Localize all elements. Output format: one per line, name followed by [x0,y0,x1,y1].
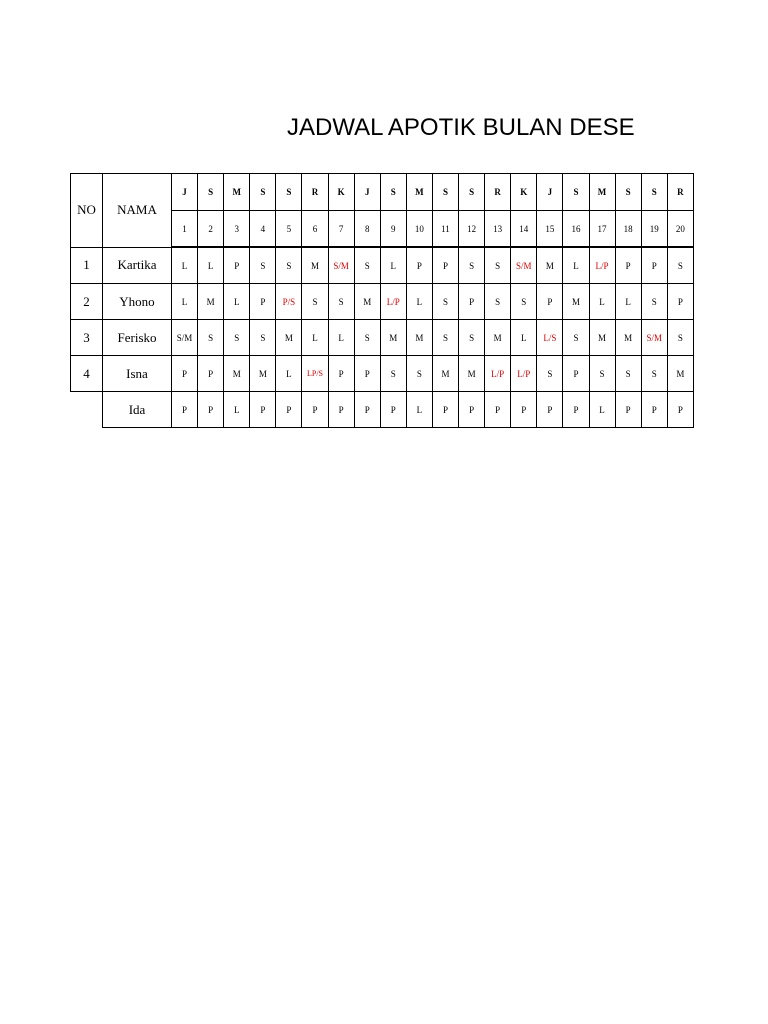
row-number: 4 [71,356,103,392]
shift-cell: S [432,320,458,356]
shift-cell: P [172,356,198,392]
shift-cell: S [615,356,641,392]
schedule-table [70,173,694,428]
shift-cell: S/M [328,247,354,284]
shift-cell: L [589,284,615,320]
shift-cell: L [406,392,432,428]
shift-cell: P [537,392,563,428]
row-name: Ida [103,392,172,428]
shift-cell: L [276,356,302,392]
shift-cell: P [615,392,641,428]
shift-cell: S [354,247,380,284]
shift-cell: P [250,284,276,320]
shift-cell: P [537,284,563,320]
date-header-cell: 11 [432,211,458,248]
shift-cell: S [224,320,250,356]
shift-cell: S [459,320,485,356]
shift-cell: S [589,356,615,392]
day-header-cell: M [224,174,250,211]
shift-cell: P [198,392,224,428]
shift-cell: P [563,356,589,392]
table-row [71,356,694,392]
shift-cell: S/M [641,320,667,356]
row-name: Isna [103,356,172,392]
row-name: Yhono [103,284,172,320]
shift-cell: M [406,320,432,356]
row-number: 1 [71,247,103,284]
shift-cell: L [224,392,250,428]
shift-cell: S [485,247,511,284]
row-number: 3 [71,320,103,356]
shift-cell: P [328,356,354,392]
shift-cell: P [328,392,354,428]
shift-cell: P [667,392,693,428]
table-row [71,320,694,356]
date-header-cell: 17 [589,211,615,248]
date-header-cell: 8 [354,211,380,248]
date-header-cell: 14 [511,211,537,248]
day-header-cell: S [380,174,406,211]
day-header-cell: S [276,174,302,211]
row-number [71,392,103,428]
day-header-cell: S [563,174,589,211]
shift-cell: L [563,247,589,284]
shift-cell: L [589,392,615,428]
shift-cell: P [432,392,458,428]
shift-cell: S [328,284,354,320]
shift-cell: S [511,284,537,320]
day-header-cell: S [459,174,485,211]
shift-cell: M [224,356,250,392]
shift-cell: S [380,356,406,392]
shift-cell: M [615,320,641,356]
shift-cell: P [380,392,406,428]
shift-cell: P [511,392,537,428]
shift-cell: S [641,284,667,320]
shift-cell: P [198,356,224,392]
date-header-cell: 3 [224,211,250,248]
shift-cell: S [354,320,380,356]
shift-cell: L/P [589,247,615,284]
shift-cell: P [615,247,641,284]
table-row [71,392,694,428]
shift-cell: S [406,356,432,392]
date-header-cell: 2 [198,211,224,248]
shift-cell: M [354,284,380,320]
date-header-cell: 18 [615,211,641,248]
shift-cell: P [224,247,250,284]
date-header-cell: 7 [328,211,354,248]
schedule-body [71,247,694,428]
row-number: 2 [71,284,103,320]
shift-cell: S [250,247,276,284]
day-header-cell: S [432,174,458,211]
shift-cell: P [459,284,485,320]
date-header-cell: 20 [667,211,693,248]
shift-cell: P [641,392,667,428]
shift-cell: P [276,392,302,428]
shift-cell: L [406,284,432,320]
shift-cell: L [224,284,250,320]
shift-cell: S [667,320,693,356]
shift-cell: M [276,320,302,356]
date-header-cell: 16 [563,211,589,248]
header-name: NAMA [103,174,172,248]
shift-cell: M [459,356,485,392]
shift-cell: L [172,284,198,320]
shift-cell: P [354,356,380,392]
day-header-cell: S [641,174,667,211]
date-header-cell: 12 [459,211,485,248]
shift-cell: M [537,247,563,284]
shift-cell: L [328,320,354,356]
shift-cell: S [276,247,302,284]
shift-cell: S [302,284,328,320]
table-row [71,284,694,320]
shift-cell: S/M [511,247,537,284]
day-header-cell: J [354,174,380,211]
day-header-cell: J [537,174,563,211]
shift-cell: M [589,320,615,356]
shift-cell: M [432,356,458,392]
shift-cell: M [302,247,328,284]
shift-cell: L [172,247,198,284]
shift-cell: L [615,284,641,320]
date-header-cell: 9 [380,211,406,248]
date-header-cell: 19 [641,211,667,248]
shift-cell: S [459,247,485,284]
shift-cell: M [250,356,276,392]
shift-cell: L/P [511,356,537,392]
header-no: NO [71,174,103,248]
shift-cell: L [198,247,224,284]
shift-cell: S [432,284,458,320]
day-header-cell: R [302,174,328,211]
shift-cell: P [563,392,589,428]
shift-cell: L/P [485,356,511,392]
day-header-cell: R [485,174,511,211]
shift-cell: P [641,247,667,284]
row-name: Kartika [103,247,172,284]
shift-cell: P [406,247,432,284]
day-header-row [71,174,694,211]
table-row [71,247,694,284]
shift-cell: S [641,356,667,392]
day-header-cell: R [667,174,693,211]
date-header-cell: 5 [276,211,302,248]
shift-cell: LP/S [302,356,328,392]
shift-cell: S [563,320,589,356]
shift-cell: M [198,284,224,320]
shift-cell: P [459,392,485,428]
date-header-cell: 4 [250,211,276,248]
day-header-cell: J [172,174,198,211]
shift-cell: S [537,356,563,392]
shift-cell: M [380,320,406,356]
date-header-cell: 6 [302,211,328,248]
date-header-cell: 1 [172,211,198,248]
row-name: Ferisko [103,320,172,356]
shift-cell: M [667,356,693,392]
shift-cell: P [432,247,458,284]
day-header-cell: S [198,174,224,211]
shift-cell: L [511,320,537,356]
day-header-cell: S [250,174,276,211]
shift-cell: S [198,320,224,356]
date-header-cell: 10 [406,211,432,248]
shift-cell: P [485,392,511,428]
shift-cell: L [380,247,406,284]
shift-cell: P [172,392,198,428]
shift-cell: S [485,284,511,320]
day-header-cell: K [328,174,354,211]
shift-cell: S/M [172,320,198,356]
day-header-cell: K [511,174,537,211]
shift-cell: L/P [380,284,406,320]
shift-cell: P [250,392,276,428]
shift-cell: S [250,320,276,356]
page-title: JADWAL APOTIK BULAN DESE [287,114,635,141]
date-header-cell: 15 [537,211,563,248]
shift-cell: P [354,392,380,428]
date-header-cell: 13 [485,211,511,248]
shift-cell: M [563,284,589,320]
day-header-cell: M [406,174,432,211]
shift-cell: P/S [276,284,302,320]
day-header-cell: M [589,174,615,211]
shift-cell: P [667,284,693,320]
shift-cell: L [302,320,328,356]
shift-cell: L/S [537,320,563,356]
shift-cell: M [485,320,511,356]
shift-cell: P [302,392,328,428]
shift-cell: S [667,247,693,284]
day-header-cell: S [615,174,641,211]
